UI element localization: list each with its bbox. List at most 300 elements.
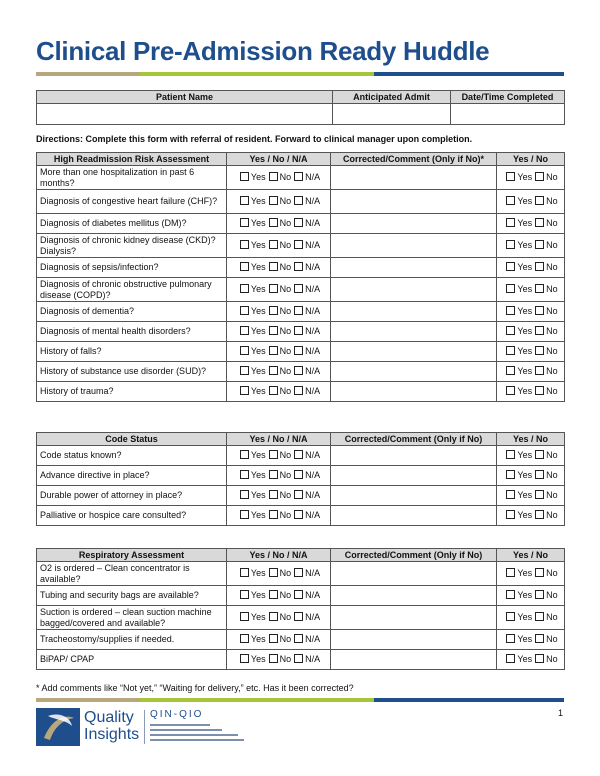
anticipated-admit-header: Anticipated Admit: [333, 91, 451, 104]
checkbox-yes[interactable]: [240, 306, 249, 315]
yes-no-na-options: [227, 258, 331, 278]
checkbox-yes[interactable]: [506, 510, 515, 519]
checkbox-label-no: No: [546, 326, 558, 336]
checkbox-na[interactable]: [294, 306, 303, 315]
checkbox-label-no: No: [279, 196, 292, 206]
risk-header: High Readmission Risk Assessment: [37, 153, 227, 166]
checkbox-no[interactable]: [535, 470, 544, 479]
page-title: Clinical Pre-Admission Ready Huddle: [36, 36, 490, 66]
checkbox-yes[interactable]: [506, 612, 515, 621]
yes-no-na-options: [227, 322, 331, 342]
checkbox-label-yes: Yes: [250, 510, 266, 520]
checkbox-label-na: N/A: [305, 568, 321, 578]
checkbox-label-yes: Yes: [250, 450, 266, 460]
yes-no-na-options: [227, 362, 331, 382]
yes-no-options: [497, 466, 565, 486]
checkbox-label-na: N/A: [305, 590, 321, 600]
yes-no-options: [497, 322, 565, 342]
comment-field[interactable]: [331, 486, 497, 506]
checkbox-label-na: N/A: [305, 490, 321, 500]
checkbox-yes[interactable]: [506, 196, 515, 205]
question-text: Diagnosis of dementia?: [37, 302, 227, 322]
checkbox-label-no: No: [279, 218, 292, 228]
checkbox-no[interactable]: [269, 240, 278, 249]
checkbox-label-yes: Yes: [250, 634, 266, 644]
yes-no-options: [497, 630, 565, 650]
checkbox-no[interactable]: [269, 172, 278, 181]
table-row: [37, 650, 565, 670]
checkbox-no[interactable]: [269, 450, 278, 459]
checkbox-yes[interactable]: [506, 470, 515, 479]
checkbox-label-yes: Yes: [250, 262, 266, 272]
checkbox-no[interactable]: [535, 386, 544, 395]
logo-fine-print-line: [150, 734, 238, 736]
checkbox-no[interactable]: [535, 172, 544, 181]
checkbox-no[interactable]: [269, 326, 278, 335]
table-row: [37, 630, 565, 650]
checkbox-yes[interactable]: [506, 284, 515, 293]
checkbox-label-no: No: [546, 240, 558, 250]
checkbox-na[interactable]: [294, 450, 303, 459]
yes-no-options: [497, 562, 565, 586]
checkbox-label-no: No: [279, 470, 292, 480]
checkbox-label-yes: Yes: [250, 346, 266, 356]
yes-no-options: [497, 166, 565, 190]
checkbox-yes[interactable]: [240, 568, 249, 577]
checkbox-no[interactable]: [269, 366, 278, 375]
comment-field[interactable]: [331, 234, 497, 258]
checkbox-yes[interactable]: [506, 262, 515, 271]
checkbox-no[interactable]: [535, 450, 544, 459]
quality-insights-logo-icon: [36, 708, 80, 746]
checkbox-label-na: N/A: [305, 218, 321, 228]
logo-text-insights: Insights: [84, 726, 140, 743]
footer-rule: [36, 698, 564, 702]
checkbox-yes[interactable]: [240, 346, 249, 355]
directions-text: Directions: Complete this form with referral of resident. Forward to clinical manager upon completion.: [36, 134, 473, 144]
checkbox-no[interactable]: [269, 612, 278, 621]
checkbox-label-no: No: [279, 240, 292, 250]
yes-no-options: [497, 506, 565, 526]
comment-field[interactable]: [331, 562, 497, 586]
checkbox-label-yes: Yes: [250, 366, 266, 376]
checkbox-no[interactable]: [269, 196, 278, 205]
checkbox-label-no: No: [279, 568, 292, 578]
comment-header: Corrected/Comment (Only if No)*: [331, 153, 497, 166]
yes-no-na-options: [227, 302, 331, 322]
qin-qio-logo-text: QIN-QIO: [150, 709, 204, 720]
table-row: [37, 322, 565, 342]
checkbox-label-yes: Yes: [517, 590, 533, 600]
checkbox-label-yes: Yes: [250, 240, 266, 250]
yes-no-na-options: [227, 506, 331, 526]
yes-no-na-options: [227, 466, 331, 486]
checkbox-label-yes: Yes: [517, 196, 533, 206]
checkbox-label-no: No: [546, 612, 558, 622]
comment-field[interactable]: [331, 382, 497, 402]
checkbox-no[interactable]: [269, 510, 278, 519]
checkbox-label-no: No: [546, 654, 558, 664]
checkbox-no[interactable]: [535, 634, 544, 643]
checkbox-no[interactable]: [535, 654, 544, 663]
checkbox-label-no: No: [279, 326, 292, 336]
question-text: History of falls?: [37, 342, 227, 362]
table-row: [37, 258, 565, 278]
checkbox-label-na: N/A: [305, 634, 321, 644]
table-row: [37, 586, 565, 606]
checkbox-yes[interactable]: [240, 490, 249, 499]
table-row: [37, 302, 565, 322]
checkbox-yes[interactable]: [506, 326, 515, 335]
checkbox-no[interactable]: [535, 346, 544, 355]
checkbox-label-no: No: [546, 590, 558, 600]
checkbox-no[interactable]: [535, 284, 544, 293]
patient-info-table: [36, 90, 565, 125]
question-text: Diagnosis of mental health disorders?: [37, 322, 227, 342]
yes-no-options: [497, 586, 565, 606]
table-row: [37, 486, 565, 506]
checkbox-yes[interactable]: [506, 172, 515, 181]
checkbox-no[interactable]: [269, 284, 278, 293]
checkbox-label-yes: Yes: [250, 386, 266, 396]
checkbox-label-no: No: [279, 172, 292, 182]
yes-no-options: [497, 446, 565, 466]
checkbox-label-no: No: [279, 450, 292, 460]
comment-field[interactable]: [331, 586, 497, 606]
table-row: [37, 342, 565, 362]
yes-no-na-options: [227, 562, 331, 586]
checkbox-no[interactable]: [535, 306, 544, 315]
comment-field[interactable]: [331, 466, 497, 486]
yes-no-options: [497, 302, 565, 322]
checkbox-label-no: No: [279, 346, 292, 356]
checkbox-label-na: N/A: [305, 654, 321, 664]
checkbox-yes[interactable]: [240, 366, 249, 375]
checkbox-yes[interactable]: [240, 326, 249, 335]
checkbox-no[interactable]: [269, 590, 278, 599]
checkbox-na[interactable]: [294, 568, 303, 577]
quality-insights-logo: [36, 708, 248, 748]
checkbox-label-yes: Yes: [517, 490, 533, 500]
yes-no-na-options: [227, 382, 331, 402]
checkbox-no[interactable]: [535, 218, 544, 227]
checkbox-label-no: No: [279, 306, 292, 316]
checkbox-yes[interactable]: [240, 470, 249, 479]
question-text: Diagnosis of congestive heart failure (CHF)?: [37, 190, 227, 214]
checkbox-no[interactable]: [269, 470, 278, 479]
checkbox-label-yes: Yes: [517, 172, 533, 182]
yes-no-header: Yes / No: [497, 153, 565, 166]
yes-no-header: Yes / No: [497, 433, 565, 446]
question-text: Code status known?: [37, 446, 227, 466]
page-number: 1: [558, 708, 564, 718]
checkbox-yes[interactable]: [240, 612, 249, 621]
comment-field[interactable]: [331, 606, 497, 630]
yes-no-options: [497, 278, 565, 302]
question-text: O2 is ordered – Clean concentrator is available?: [37, 562, 227, 586]
checkbox-no[interactable]: [269, 346, 278, 355]
checkbox-label-yes: Yes: [250, 470, 266, 480]
checkbox-yes[interactable]: [506, 590, 515, 599]
table-row: [37, 190, 565, 214]
checkbox-no[interactable]: [535, 196, 544, 205]
checkbox-yes[interactable]: [240, 590, 249, 599]
checkbox-yes[interactable]: [506, 306, 515, 315]
checkbox-yes[interactable]: [240, 634, 249, 643]
checkbox-label-no: No: [279, 386, 292, 396]
footnote: * Add comments like “Not yet,” “Waiting for delivery,” etc. Has it been corrected?: [36, 683, 354, 693]
comment-field[interactable]: [331, 302, 497, 322]
checkbox-label-yes: Yes: [250, 196, 266, 206]
checkbox-na[interactable]: [294, 326, 303, 335]
yes-no-na-header: Yes / No / N/A: [227, 153, 331, 166]
question-text: History of trauma?: [37, 382, 227, 402]
yes-no-na-options: [227, 214, 331, 234]
yes-no-header: Yes / No: [497, 549, 565, 562]
question-text: Durable power of attorney in place?: [37, 486, 227, 506]
checkbox-label-yes: Yes: [517, 634, 533, 644]
checkbox-na[interactable]: [294, 240, 303, 249]
checkbox-na[interactable]: [294, 634, 303, 643]
checkbox-label-yes: Yes: [517, 366, 533, 376]
date-time-completed-field[interactable]: [451, 104, 565, 125]
checkbox-label-yes: Yes: [250, 218, 266, 228]
comment-field[interactable]: [331, 214, 497, 234]
comment-field[interactable]: [331, 650, 497, 670]
checkbox-label-no: No: [546, 634, 558, 644]
checkbox-yes[interactable]: [240, 284, 249, 293]
question-text: More than one hospitalization in past 6 months?: [37, 166, 227, 190]
question-text: Tubing and security bags are available?: [37, 586, 227, 606]
checkbox-label-no: No: [546, 386, 558, 396]
checkbox-yes[interactable]: [506, 634, 515, 643]
respiratory-header: Respiratory Assessment: [37, 549, 227, 562]
checkbox-yes[interactable]: [240, 262, 249, 271]
table-row: [37, 214, 565, 234]
patient-name-field[interactable]: [37, 104, 333, 125]
question-text: Advance directive in place?: [37, 466, 227, 486]
checkbox-label-yes: Yes: [517, 346, 533, 356]
checkbox-na[interactable]: [294, 346, 303, 355]
checkbox-na[interactable]: [294, 366, 303, 375]
checkbox-yes[interactable]: [506, 568, 515, 577]
question-text: Palliative or hospice care consulted?: [37, 506, 227, 526]
checkbox-label-na: N/A: [305, 262, 321, 272]
checkbox-label-yes: Yes: [517, 218, 533, 228]
checkbox-na[interactable]: [294, 172, 303, 181]
checkbox-label-no: No: [279, 284, 292, 294]
question-text: BiPAP/ CPAP: [37, 650, 227, 670]
logo-divider: [144, 710, 145, 744]
checkbox-label-yes: Yes: [517, 262, 533, 272]
yes-no-na-options: [227, 486, 331, 506]
checkbox-no[interactable]: [535, 590, 544, 599]
checkbox-label-no: No: [546, 346, 558, 356]
checkbox-na[interactable]: [294, 218, 303, 227]
checkbox-label-yes: Yes: [517, 306, 533, 316]
comment-field[interactable]: [331, 342, 497, 362]
checkbox-na[interactable]: [294, 590, 303, 599]
question-text: Diagnosis of sepsis/infection?: [37, 258, 227, 278]
logo-text-quality: Quality: [84, 709, 134, 726]
yes-no-na-options: [227, 166, 331, 190]
question-text: Suction is ordered – clean suction machine bagged/covered and available?: [37, 606, 227, 630]
logo-fine-print-line: [150, 724, 210, 726]
yes-no-na-options: [227, 190, 331, 214]
checkbox-no[interactable]: [535, 262, 544, 271]
checkbox-yes[interactable]: [240, 654, 249, 663]
checkbox-label-yes: Yes: [250, 654, 266, 664]
checkbox-label-na: N/A: [305, 240, 321, 250]
checkbox-label-yes: Yes: [517, 470, 533, 480]
checkbox-label-na: N/A: [305, 326, 321, 336]
checkbox-yes[interactable]: [506, 366, 515, 375]
checkbox-label-na: N/A: [305, 450, 321, 460]
checkbox-yes[interactable]: [240, 172, 249, 181]
checkbox-label-yes: Yes: [517, 386, 533, 396]
checkbox-no[interactable]: [269, 634, 278, 643]
yes-no-options: [497, 382, 565, 402]
yes-no-na-options: [227, 630, 331, 650]
question-text: Diagnosis of diabetes mellitus (DM)?: [37, 214, 227, 234]
comment-field[interactable]: [331, 322, 497, 342]
checkbox-yes[interactable]: [240, 386, 249, 395]
yes-no-na-options: [227, 586, 331, 606]
checkbox-no[interactable]: [269, 568, 278, 577]
checkbox-na[interactable]: [294, 510, 303, 519]
yes-no-na-options: [227, 278, 331, 302]
checkbox-label-yes: Yes: [517, 568, 533, 578]
checkbox-label-no: No: [279, 612, 292, 622]
checkbox-label-no: No: [279, 490, 292, 500]
checkbox-no[interactable]: [535, 366, 544, 375]
checkbox-label-na: N/A: [305, 470, 321, 480]
checkbox-no[interactable]: [535, 326, 544, 335]
table-row: [37, 278, 565, 302]
checkbox-yes[interactable]: [506, 218, 515, 227]
checkbox-yes[interactable]: [240, 450, 249, 459]
checkbox-yes[interactable]: [240, 218, 249, 227]
checkbox-label-yes: Yes: [517, 284, 533, 294]
checkbox-label-no: No: [546, 470, 558, 480]
yes-no-options: [497, 650, 565, 670]
checkbox-na[interactable]: [294, 284, 303, 293]
checkbox-label-no: No: [546, 262, 558, 272]
comment-field[interactable]: [331, 630, 497, 650]
checkbox-na[interactable]: [294, 262, 303, 271]
checkbox-label-no: No: [546, 510, 558, 520]
table-row: [37, 362, 565, 382]
table-row: [37, 166, 565, 190]
table-row: [37, 606, 565, 630]
checkbox-label-no: No: [546, 568, 558, 578]
yes-no-options: [497, 606, 565, 630]
question-text: Diagnosis of chronic kidney disease (CKD)? Dialysis?: [37, 234, 227, 258]
code-status-table: [36, 432, 565, 526]
checkbox-label-yes: Yes: [250, 490, 266, 500]
checkbox-no[interactable]: [535, 612, 544, 621]
checkbox-na[interactable]: [294, 386, 303, 395]
checkbox-no[interactable]: [269, 490, 278, 499]
checkbox-yes[interactable]: [506, 654, 515, 663]
checkbox-no[interactable]: [535, 568, 544, 577]
checkbox-no[interactable]: [269, 654, 278, 663]
checkbox-no[interactable]: [269, 386, 278, 395]
checkbox-label-yes: Yes: [250, 326, 266, 336]
checkbox-na[interactable]: [294, 490, 303, 499]
checkbox-label-yes: Yes: [250, 306, 266, 316]
checkbox-label-na: N/A: [305, 196, 321, 206]
checkbox-no[interactable]: [535, 240, 544, 249]
checkbox-label-no: No: [546, 196, 558, 206]
comment-header: Corrected/Comment (Only if No): [331, 549, 497, 562]
anticipated-admit-field[interactable]: [333, 104, 451, 125]
checkbox-label-no: No: [546, 218, 558, 228]
checkbox-yes[interactable]: [240, 196, 249, 205]
checkbox-na[interactable]: [294, 612, 303, 621]
checkbox-na[interactable]: [294, 196, 303, 205]
yes-no-na-options: [227, 234, 331, 258]
table-row: [37, 382, 565, 402]
checkbox-yes[interactable]: [506, 450, 515, 459]
table-row: [37, 506, 565, 526]
checkbox-yes[interactable]: [240, 510, 249, 519]
checkbox-label-yes: Yes: [250, 284, 266, 294]
checkbox-label-yes: Yes: [517, 510, 533, 520]
yes-no-na-options: [227, 650, 331, 670]
checkbox-yes[interactable]: [506, 490, 515, 499]
checkbox-label-yes: Yes: [517, 654, 533, 664]
checkbox-no[interactable]: [269, 306, 278, 315]
comment-field[interactable]: [331, 190, 497, 214]
checkbox-label-yes: Yes: [250, 172, 266, 182]
comment-header: Corrected/Comment (Only if No): [331, 433, 497, 446]
comment-field[interactable]: [331, 446, 497, 466]
checkbox-yes[interactable]: [240, 240, 249, 249]
checkbox-label-na: N/A: [305, 284, 321, 294]
comment-field[interactable]: [331, 278, 497, 302]
comment-field[interactable]: [331, 362, 497, 382]
yes-no-na-header: Yes / No / N/A: [227, 433, 331, 446]
checkbox-label-na: N/A: [305, 366, 321, 376]
yes-no-options: [497, 214, 565, 234]
checkbox-label-no: No: [279, 366, 292, 376]
checkbox-label-yes: Yes: [250, 590, 266, 600]
yes-no-options: [497, 190, 565, 214]
comment-field[interactable]: [331, 258, 497, 278]
question-text: Tracheostomy/supplies if needed.: [37, 630, 227, 650]
checkbox-label-no: No: [546, 172, 558, 182]
checkbox-yes[interactable]: [506, 346, 515, 355]
checkbox-no[interactable]: [269, 218, 278, 227]
comment-field[interactable]: [331, 166, 497, 190]
title-rule: [36, 72, 564, 76]
table-row: [37, 466, 565, 486]
yes-no-options: [497, 258, 565, 278]
checkbox-no[interactable]: [535, 490, 544, 499]
checkbox-na[interactable]: [294, 654, 303, 663]
checkbox-no[interactable]: [269, 262, 278, 271]
patient-name-header: Patient Name: [37, 91, 333, 104]
question-text: Diagnosis of chronic obstructive pulmonary disease (COPD)?: [37, 278, 227, 302]
checkbox-na[interactable]: [294, 470, 303, 479]
comment-field[interactable]: [331, 506, 497, 526]
checkbox-label-na: N/A: [305, 386, 321, 396]
checkbox-yes[interactable]: [506, 240, 515, 249]
checkbox-no[interactable]: [535, 510, 544, 519]
checkbox-yes[interactable]: [506, 386, 515, 395]
logo-fine-print-line: [150, 739, 244, 741]
